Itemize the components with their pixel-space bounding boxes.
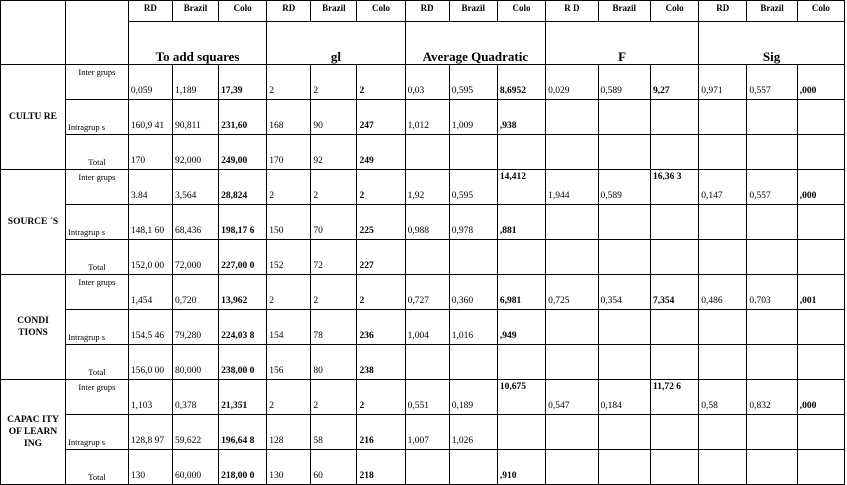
row-label: Total <box>66 135 129 170</box>
table-cell: 160,9 41 <box>128 100 172 135</box>
table-cell: 0,58 <box>699 380 747 415</box>
table-cell: 2 <box>267 380 311 415</box>
table-cell <box>598 310 650 345</box>
table-cell: 2 <box>311 275 357 310</box>
table-cell: 14,412 <box>497 170 545 205</box>
table-cell: 2 <box>357 380 405 415</box>
sub-label: Brazil <box>172 1 218 22</box>
table-row <box>1 65 845 100</box>
table-cell: 170 <box>128 135 172 170</box>
table-cell: 0,184 <box>598 380 650 415</box>
table-cell: 1,92 <box>405 170 449 205</box>
table-cell: 92,000 <box>172 135 218 170</box>
table-cell: 0,971 <box>699 65 747 100</box>
table-row <box>1 205 845 240</box>
section-label: SOURCE ´S <box>1 170 66 275</box>
section-label: CONDI TIONS <box>1 275 66 380</box>
table-cell <box>650 345 698 380</box>
table-cell <box>598 450 650 485</box>
table-cell <box>797 310 844 345</box>
row-label: Inter grups <box>66 170 129 205</box>
sub-label: RD <box>405 1 449 22</box>
table-cell: 3.84 <box>128 170 172 205</box>
table-cell <box>699 205 747 240</box>
sub-label: RD <box>128 1 172 22</box>
table-cell <box>747 205 797 240</box>
table-cell <box>497 135 545 170</box>
group-header-average-quadratic: Average Quadratic <box>405 22 545 65</box>
table-cell: 2 <box>311 65 357 100</box>
row-label: Intragrup s <box>66 415 129 450</box>
table-row <box>1 170 845 205</box>
table-cell: 60,000 <box>172 450 218 485</box>
group-header-sum-squares: To add squares <box>128 22 266 65</box>
table-cell: 80 <box>311 345 357 380</box>
table-cell: 249 <box>357 135 405 170</box>
table-cell: 10,675 <box>497 380 545 415</box>
table-cell: 0,725 <box>546 275 598 310</box>
table-cell <box>797 450 844 485</box>
table-cell: 0,727 <box>405 275 449 310</box>
table-cell: ,000 <box>797 65 844 100</box>
table-cell: 0,832 <box>747 380 797 415</box>
table-cell: 0,189 <box>449 380 497 415</box>
table-cell <box>699 100 747 135</box>
table-cell: 1,009 <box>449 100 497 135</box>
table-cell: 90,811 <box>172 100 218 135</box>
table-cell: 79,280 <box>172 310 218 345</box>
table-cell <box>747 345 797 380</box>
table-cell: 1,012 <box>405 100 449 135</box>
table-cell <box>650 240 698 275</box>
table-cell <box>546 450 598 485</box>
table-cell: 2 <box>267 65 311 100</box>
table-row <box>1 240 845 275</box>
table-cell <box>797 135 844 170</box>
table-cell: 128 <box>267 415 311 450</box>
table-cell: 128,8 97 <box>128 415 172 450</box>
table-cell: 60 <box>311 450 357 485</box>
table-row <box>1 450 845 485</box>
table-cell <box>546 310 598 345</box>
table-cell <box>546 240 598 275</box>
table-cell: 156 <box>267 345 311 380</box>
table-cell: 198,17 6 <box>219 205 267 240</box>
table-cell: 148,1 60 <box>128 205 172 240</box>
table-cell: 9,27 <box>650 65 698 100</box>
table-cell: 236 <box>357 310 405 345</box>
table-cell: 1,026 <box>449 415 497 450</box>
row-label: Total <box>66 450 129 485</box>
sub-label: RD <box>699 1 747 22</box>
table-cell: ,001 <box>797 275 844 310</box>
table-cell: ,949 <box>497 310 545 345</box>
table-cell: 0,378 <box>172 380 218 415</box>
table-cell: 0,595 <box>449 65 497 100</box>
table-cell: 8,6952 <box>497 65 545 100</box>
sub-label: Colo <box>357 1 405 22</box>
table-cell <box>650 450 698 485</box>
table-cell: 152,0 00 <box>128 240 172 275</box>
group-header-gl: gl <box>267 22 405 65</box>
table-cell <box>797 415 844 450</box>
table-cell: 168 <box>267 100 311 135</box>
table-body <box>1 1 845 65</box>
table-cell <box>497 240 545 275</box>
table-cell <box>546 205 598 240</box>
table-cell: 0,03 <box>405 65 449 100</box>
table-cell: 1,944 <box>546 170 598 205</box>
table-cell: 1,454 <box>128 275 172 310</box>
table-cell: 92 <box>311 135 357 170</box>
sub-label: Brazil <box>311 1 357 22</box>
header-blank-1 <box>1 1 66 65</box>
table-row <box>1 135 845 170</box>
table-cell <box>546 100 598 135</box>
table-cell <box>449 240 497 275</box>
table-cell: 150 <box>267 205 311 240</box>
table-cell <box>797 205 844 240</box>
table-cell: 154 <box>267 310 311 345</box>
table-cell: 2 <box>357 65 405 100</box>
table-cell: 21,351 <box>219 380 267 415</box>
table-cell <box>747 310 797 345</box>
table-row <box>1 310 845 345</box>
table-cell: 17,39 <box>219 65 267 100</box>
table-cell <box>650 100 698 135</box>
table-cell: 0,720 <box>172 275 218 310</box>
table-cell <box>699 450 747 485</box>
table-cell: 2 <box>311 380 357 415</box>
table-row <box>1 415 845 450</box>
table-cell: 238,00 0 <box>219 345 267 380</box>
table-cell: 1,016 <box>449 310 497 345</box>
table-cell: 2 <box>311 170 357 205</box>
table-cell <box>546 135 598 170</box>
table-cell: 80,000 <box>172 345 218 380</box>
row-label: Inter grups <box>66 275 129 310</box>
table-cell: 196,64 8 <box>219 415 267 450</box>
table-cell: ,000 <box>797 170 844 205</box>
table-cell <box>699 135 747 170</box>
table-cell: 16,36 3 <box>650 170 698 205</box>
table-cell: 130 <box>267 450 311 485</box>
row-label: Intragrup s <box>66 100 129 135</box>
group-header-f: F <box>546 22 699 65</box>
table-cell: 130 <box>128 450 172 485</box>
table-cell: 78 <box>311 310 357 345</box>
table-cell <box>650 135 698 170</box>
table-cell: 1,007 <box>405 415 449 450</box>
table-cell: ,938 <box>497 100 545 135</box>
header-sublabels-row <box>1 1 845 22</box>
table-cell <box>650 415 698 450</box>
table-cell <box>650 205 698 240</box>
table-cell <box>699 310 747 345</box>
table-cell: 231,60 <box>219 100 267 135</box>
row-label: Intragrup s <box>66 205 129 240</box>
sub-label: Colo <box>219 1 267 22</box>
sub-label: Colo <box>650 1 698 22</box>
table-cell: 1,004 <box>405 310 449 345</box>
table-cell <box>497 345 545 380</box>
table-cell <box>747 240 797 275</box>
table-cell: ,881 <box>497 205 545 240</box>
sub-label: Brazil <box>449 1 497 22</box>
table-cell: 72,000 <box>172 240 218 275</box>
table-cell <box>598 135 650 170</box>
table-cell: 72 <box>311 240 357 275</box>
table-cell: 0,557 <box>747 65 797 100</box>
table-cell <box>449 450 497 485</box>
table-cell: 154,5 46 <box>128 310 172 345</box>
table-cell: ,910 <box>497 450 545 485</box>
table-cell: 0,557 <box>747 170 797 205</box>
table-cell: 170 <box>267 135 311 170</box>
row-label: Total <box>66 240 129 275</box>
table-cell <box>546 345 598 380</box>
row-label: Inter grups <box>66 380 129 415</box>
table-cell: 225 <box>357 205 405 240</box>
table-row <box>1 345 845 380</box>
table-cell <box>405 345 449 380</box>
table-cell <box>699 345 747 380</box>
table-cell: 59,622 <box>172 415 218 450</box>
table-cell <box>797 100 844 135</box>
data-body <box>1 65 845 485</box>
table-cell: ,000 <box>797 380 844 415</box>
table-cell <box>699 415 747 450</box>
table-cell: 218,00 0 <box>219 450 267 485</box>
table-cell: 90 <box>311 100 357 135</box>
table-cell <box>650 310 698 345</box>
section-label: CULTU RE <box>1 65 66 170</box>
sub-label: Brazil <box>598 1 650 22</box>
header-blank-2 <box>66 1 129 65</box>
table-cell <box>598 415 650 450</box>
table-cell: 238 <box>357 345 405 380</box>
table-cell: 216 <box>357 415 405 450</box>
table-cell: 0,029 <box>546 65 598 100</box>
table-cell <box>405 240 449 275</box>
table-row <box>1 100 845 135</box>
table-cell <box>797 240 844 275</box>
table-cell: 2 <box>267 275 311 310</box>
table-cell: 28,824 <box>219 170 267 205</box>
table-cell: 70 <box>311 205 357 240</box>
table-cell: 0,147 <box>699 170 747 205</box>
table-cell: 0,589 <box>598 65 650 100</box>
table-cell: 13,962 <box>219 275 267 310</box>
table-cell: 2 <box>357 170 405 205</box>
table-row <box>1 380 845 415</box>
sub-label: Brazil <box>747 1 797 22</box>
table-cell: 68,436 <box>172 205 218 240</box>
table-cell: 7,354 <box>650 275 698 310</box>
sub-label: RD <box>267 1 311 22</box>
table-cell: 227,00 0 <box>219 240 267 275</box>
table-cell <box>497 415 545 450</box>
table-cell <box>598 100 650 135</box>
table-cell: 218 <box>357 450 405 485</box>
table-cell: 227 <box>357 240 405 275</box>
table-cell: 0,547 <box>546 380 598 415</box>
table-cell <box>699 240 747 275</box>
table-cell <box>797 345 844 380</box>
table-cell: 0.703 <box>747 275 797 310</box>
table-cell: 1,189 <box>172 65 218 100</box>
row-label: Inter grups <box>66 65 129 100</box>
table-cell <box>598 205 650 240</box>
table-cell: 249,00 <box>219 135 267 170</box>
sub-label: R D <box>546 1 598 22</box>
row-label: Total <box>66 345 129 380</box>
table-cell: 156,0 00 <box>128 345 172 380</box>
table-row <box>1 275 845 310</box>
table-cell: 1,103 <box>128 380 172 415</box>
table-cell <box>598 240 650 275</box>
table-cell: 0,978 <box>449 205 497 240</box>
table-cell <box>405 450 449 485</box>
group-header-sig: Sig <box>699 22 845 65</box>
table-cell <box>747 135 797 170</box>
table-cell: 0,595 <box>449 170 497 205</box>
table-cell: 152 <box>267 240 311 275</box>
sub-label: Colo <box>797 1 844 22</box>
table-cell <box>449 135 497 170</box>
table-cell <box>546 415 598 450</box>
row-label: Intragrup s <box>66 310 129 345</box>
table-cell <box>405 135 449 170</box>
table-cell <box>598 345 650 380</box>
table-cell: 224,03 8 <box>219 310 267 345</box>
table-cell: 2 <box>357 275 405 310</box>
table-cell: 2 <box>267 170 311 205</box>
table-cell: 0,589 <box>598 170 650 205</box>
table-cell <box>747 415 797 450</box>
table-cell: 0,059 <box>128 65 172 100</box>
table-cell: 0,988 <box>405 205 449 240</box>
sub-label: Colo <box>497 1 545 22</box>
table-cell: 58 <box>311 415 357 450</box>
table-cell <box>747 100 797 135</box>
table-cell <box>449 345 497 380</box>
table-cell <box>747 450 797 485</box>
table-cell: 0,354 <box>598 275 650 310</box>
table-cell: 247 <box>357 100 405 135</box>
table-cell: 11,72 6 <box>650 380 698 415</box>
table-cell: 0,551 <box>405 380 449 415</box>
table-cell: 3,564 <box>172 170 218 205</box>
table-cell: 6,981 <box>497 275 545 310</box>
table-cell: 0,360 <box>449 275 497 310</box>
table-cell: 0,486 <box>699 275 747 310</box>
section-label: CAPAC ITY OF LEARN ING <box>1 380 66 485</box>
